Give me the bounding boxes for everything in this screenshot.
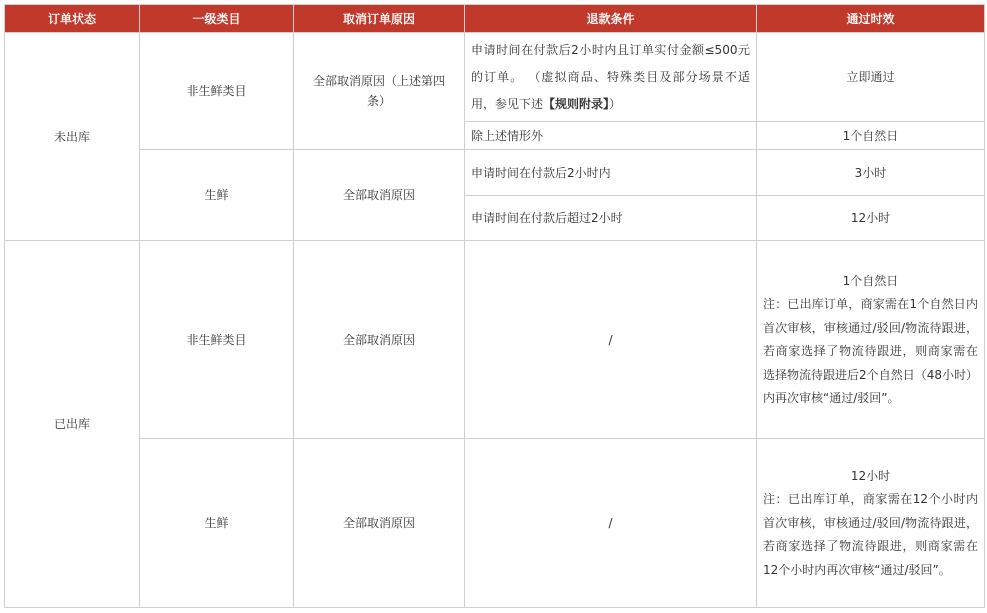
header-order-status: 订单状态 <box>5 5 140 33</box>
category-cell-fresh: 生鲜 <box>140 150 294 241</box>
table-row <box>5 439 985 608</box>
refund-condition-main: 申请时间在付款后2小时内且订单实付金额≤500元的订单。 （虚拟商品、特殊类目及部分场景不适用，参见下述 <box>471 42 750 111</box>
approval-timing-cell: 12小时 <box>757 196 985 241</box>
cancel-reason-text: 全部取消原因（上述第四条） <box>312 74 445 108</box>
refund-condition-cell: 除上述情形外 <box>465 122 757 150</box>
header-primary-category: 一级类目 <box>140 5 294 33</box>
header-refund-condition: 退款条件 <box>465 5 757 33</box>
approval-timing-title: 1个自然日 <box>842 273 899 288</box>
approval-timing-cell: 3小时 <box>757 150 985 196</box>
status-cell-not-shipped: 未出库 <box>5 33 140 241</box>
refund-condition-cell <box>465 33 757 122</box>
category-cell-non-fresh: 非生鲜类目 <box>140 33 294 150</box>
approval-timing-cell: 立即通过 <box>757 33 985 122</box>
refund-condition-tail: ） <box>609 96 622 111</box>
refund-condition-text <box>471 37 750 118</box>
table-row <box>5 150 985 196</box>
header-row <box>5 5 985 33</box>
cancel-reason-cell <box>294 33 465 150</box>
approval-timing-cell: 1个自然日 <box>757 122 985 150</box>
refund-rules-table <box>4 4 985 608</box>
approval-timing-note: 注：已出库订单，商家需在1个自然日内首次审核，审核通过/驳回/物流待跟进，若商家选择了物流待跟进，则商家需在选择物流待跟进后2个自然日（48小时）内再次审核“通过/驳回”。 <box>763 297 978 405</box>
refund-condition-cell: / <box>465 241 757 439</box>
category-cell-fresh: 生鲜 <box>140 439 294 608</box>
rules-appendix-reference: 【规则附录】 <box>543 96 610 111</box>
cancel-reason-cell: 全部取消原因 <box>294 150 465 241</box>
header-cancel-reason: 取消订单原因 <box>294 5 465 33</box>
status-cell-shipped: 已出库 <box>5 241 140 608</box>
cancel-reason-cell: 全部取消原因 <box>294 241 465 439</box>
approval-timing-note: 注：已出库订单，商家需在12个小时内首次审核，审核通过/驳回/物流待跟进，若商家选择了物流待跟进，则商家需在12个小时内再次审核“通过/驳回”。 <box>763 492 978 577</box>
approval-timing-cell <box>757 241 985 439</box>
approval-timing-title: 12小时 <box>850 468 891 483</box>
table-row <box>5 241 985 439</box>
header-approval-timing: 通过时效 <box>757 5 985 33</box>
approval-timing-cell <box>757 439 985 608</box>
cancel-reason-cell: 全部取消原因 <box>294 439 465 608</box>
refund-condition-cell: 申请时间在付款后2小时内 <box>465 150 757 196</box>
category-cell-non-fresh: 非生鲜类目 <box>140 241 294 439</box>
table-row <box>5 33 985 122</box>
refund-condition-cell: 申请时间在付款后超过2小时 <box>465 196 757 241</box>
refund-condition-cell: / <box>465 439 757 608</box>
